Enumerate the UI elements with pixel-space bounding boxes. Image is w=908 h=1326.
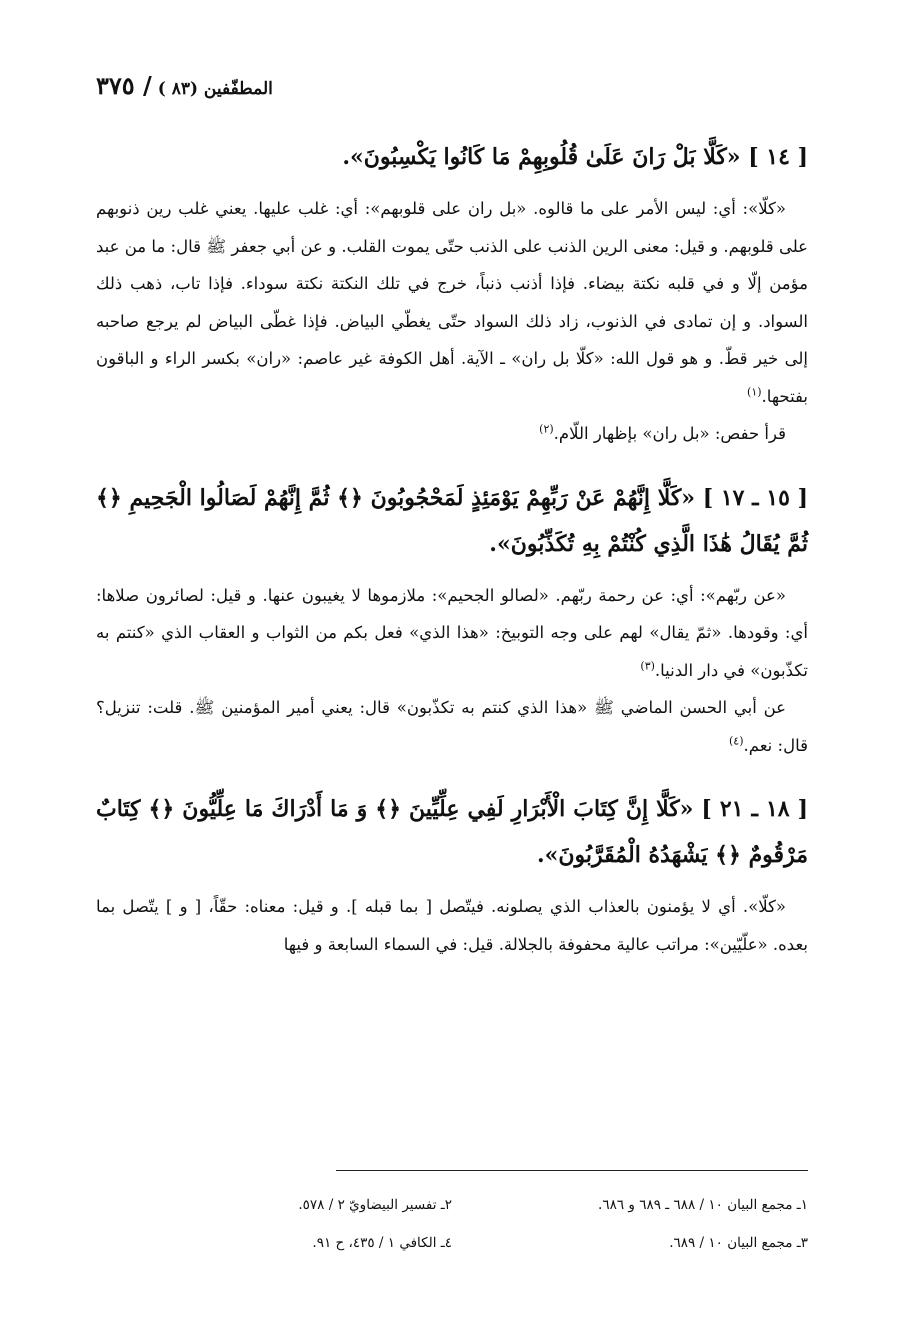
footnote-row — [96, 1224, 808, 1262]
quran-verse-15-17: [ ١٥ ـ ١٧ ] «كَلَّا إِنَّهُمْ عَنْ رَبِّهِمْ يَوْمَئِذٍ لَمَحْجُوبُونَ ﴿﴾ ثُمَّ إِنَّهُمْ لَصَالُوا الْجَحِيمِ ﴿﴾ ثُمَّ يُقَالُ هَٰذَا الَّذِي كُنْتُمْ بِهِ تُكَذِّبُونَ». — [96, 484, 808, 557]
commentary-text: عن أبي الحسن الماضي ﷺ «هذا الذي كنتم به تكذّبون» قال: يعني أمير المؤمنين ﷺ. قلت: تنزيل؟ قال: نعم. — [96, 698, 808, 755]
footnote-divider — [336, 1170, 808, 1171]
quran-verse-18-21: [ ١٨ ـ ٢١ ] «كَلَّا إِنَّ كِتَابَ الْأَبْرَارِ لَفِي عِلِّيِّينَ ﴿﴾ وَ مَا أَدْرَاكَ مَا عِلِّيُّونَ ﴿﴾ كِتَابٌ مَرْقُومٌ ﴿﴾ يَشْهَدُهُ الْمُقَرَّبُونَ». — [96, 796, 808, 868]
commentary-paragraph-1 — [96, 190, 808, 415]
footnotes — [96, 1186, 808, 1262]
footnote-4: ٤ـ الكافي ١ / ٤٣٥، ح ٩١. — [312, 1235, 452, 1251]
footnote-1: ١ـ مجمع البيان ١٠ / ٦٨٨ ـ ٦٨٩ و ٦٨٦. — [598, 1197, 808, 1213]
commentary-paragraph-4 — [96, 689, 808, 764]
commentary-text: «عن ربّهم»: أي: عن رحمة ربّهم. «لصالو الجحيم»: ملازموها لا يغيبون عنها. و قيل: لصائرون صلاها: أي: وقودها. «ثمّ يقال» لهم على وجه التوبيخ: «هذا الذي» فعل بكم من الثواب و العقاب الذي «كنتم به تكذّبون» في دار الدنيا. — [96, 585, 808, 680]
main-text — [96, 134, 808, 963]
footnote-marker-1: (١) — [747, 385, 762, 398]
footnote-marker-2: (٢) — [539, 422, 554, 436]
surah-title: المطفّفين (٨٣ ) — [157, 79, 273, 99]
footnote-marker-3: (٣) — [640, 659, 655, 672]
quran-verse-14: [ ١٤ ] «كَلَّا بَلْ رَانَ عَلَىٰ قُلُوبِهِمْ مَا كَانُوا يَكْسِبُونَ». — [342, 144, 808, 170]
footnote-3: ٣ـ مجمع البيان ١٠ / ٦٨٩. — [669, 1235, 808, 1251]
footnote-row — [96, 1186, 808, 1224]
page-number: / ٣٧٥ — [96, 71, 152, 100]
spacer — [96, 764, 808, 786]
spacer — [96, 453, 808, 475]
commentary-text: «كلّا»: أي: ليس الأمر على ما قالوه. «بل ران على قلوبهم»: أي: غلب عليها. يعني غلب رين ذنوبهم على قلوبهم. و قيل: معنى الرين الذنب على الذنب حتّى يموت القلب. و عن أبي جعفر ﷺ قال: ما من عبد مؤمن إلّا و في قلبه نكتة بيضاء. فإذا أذنب ذنباً، خرج في تلك النكتة نكتة سوداء. فإذا تاب، ذهب ذلك السواد. و إن تمادى في الذنوب، زاد ذلك السواد حتّى يغطّي البياض. فإذا غطّى البياض لم يرجع صاحبه إلى خير قطّ. و هو قول الله: «كلّا بل ران» ـ الآية. أهل الكوفة غير عاصم: «ران» بكسر الراء و الباقون بفتحها. — [96, 199, 808, 406]
commentary-paragraph-3 — [96, 577, 808, 690]
footnote-marker-4: (٤) — [728, 734, 744, 747]
commentary-paragraph-2 — [96, 415, 808, 453]
footnote-2: ٢ـ تفسير البيضاويّ ٢ / ٥٧٨. — [298, 1197, 452, 1213]
running-header — [96, 72, 808, 103]
commentary-text: قرأ حفص: «بل ران» بإظهار اللّام. — [553, 424, 786, 443]
commentary-paragraph-5: «كلّا». أي لا يؤمنون بالعذاب الذي يصلونه. فيتّصل [ بما قبله ]. و قيل: معناه: حقّاً، [ و ] يتّصل بما بعده. «علّيّين»: مراتب عالية محفوفة بالجلالة. قيل: في السماء السابعة و فيها — [96, 897, 808, 954]
